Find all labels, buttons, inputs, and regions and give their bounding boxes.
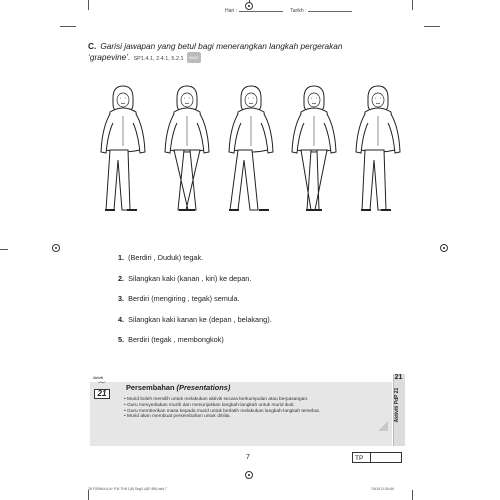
item-2[interactable]: 2. Silangkan kaki (kanan , kiri) ke depan. xyxy=(118,273,252,283)
registration-mark-bottom xyxy=(245,471,253,479)
date-header xyxy=(225,8,358,14)
grapevine-figures xyxy=(92,80,407,226)
question-c xyxy=(88,41,388,65)
page-number: 7 xyxy=(246,454,250,461)
bullet-1: • Murid boleh memilih untuk melakukan aktiviti secara berkumpulan atau berpasangan. xyxy=(124,397,309,402)
hari-label: Hari : xyxy=(225,8,237,14)
bullet-4: • Murid akan membuat persembahan untuk dinilai. xyxy=(124,414,231,420)
activity-icon-label: Aktiviti xyxy=(93,376,104,380)
side-tab-text: Aktiviti PdP 21 xyxy=(394,387,400,423)
footer-file: 2B FORMULA A+ PJK THN 1(B) Sing3.u2(P-8/8).indd 7 xyxy=(88,487,167,491)
question-text: Garisi jawapan yang betul bagi menerangkan langkah pergerakan ‘grapevine’. xyxy=(88,41,343,62)
bullet-3: • Guru memberikan masa kepada murid untuk berlatih melakukan langkah-langkah tersebut. xyxy=(124,408,321,414)
book-icon xyxy=(94,381,110,389)
crop-line-left xyxy=(0,249,8,250)
side-tab-number: 21 xyxy=(394,374,403,381)
hari-line[interactable] xyxy=(239,11,283,12)
activity-title: Persembahan (Presentations) xyxy=(126,383,231,392)
footer-timestamp: 7/6/18 11:06 AM xyxy=(371,487,394,491)
crop-line-lt xyxy=(60,26,76,27)
tarikh-line[interactable] xyxy=(308,11,352,12)
item-3[interactable]: 3. Berdiri (mengiring , tegak) semula. xyxy=(118,294,240,303)
answer-items xyxy=(118,248,272,351)
page-curl-icon xyxy=(378,421,388,431)
tp-box[interactable]: TP xyxy=(352,452,402,463)
crop-line-bl xyxy=(88,490,89,500)
crop-line-tr xyxy=(412,0,413,10)
crop-line-tl xyxy=(88,0,89,10)
tarikh-label: Tarikh : xyxy=(290,8,307,14)
item-5[interactable]: 5. Berdiri (tegak , membongkok) xyxy=(118,335,224,344)
registration-mark-left xyxy=(52,244,60,252)
kbat-badge: KBAT xyxy=(187,52,201,63)
activity-number: 21 xyxy=(94,389,110,399)
bullet-2: • Guru menyediakan muzik dan menunjukkan langkah-langkah untuk murid ikuti. xyxy=(124,402,295,408)
activity-bullets xyxy=(124,397,379,420)
crop-line-br xyxy=(412,490,413,500)
crop-line-rt xyxy=(424,26,440,27)
item-4[interactable]: 4. Silangkan kaki kanan ke (depan , belakang). xyxy=(118,314,272,324)
registration-mark-right xyxy=(440,244,448,252)
question-label: C. xyxy=(88,41,97,51)
item-1[interactable]: 1. (Berdiri , Duduk) tegak. xyxy=(118,253,204,262)
sp-code: SP1.4.1, 2.4.1, 5.2.1 xyxy=(133,56,184,62)
